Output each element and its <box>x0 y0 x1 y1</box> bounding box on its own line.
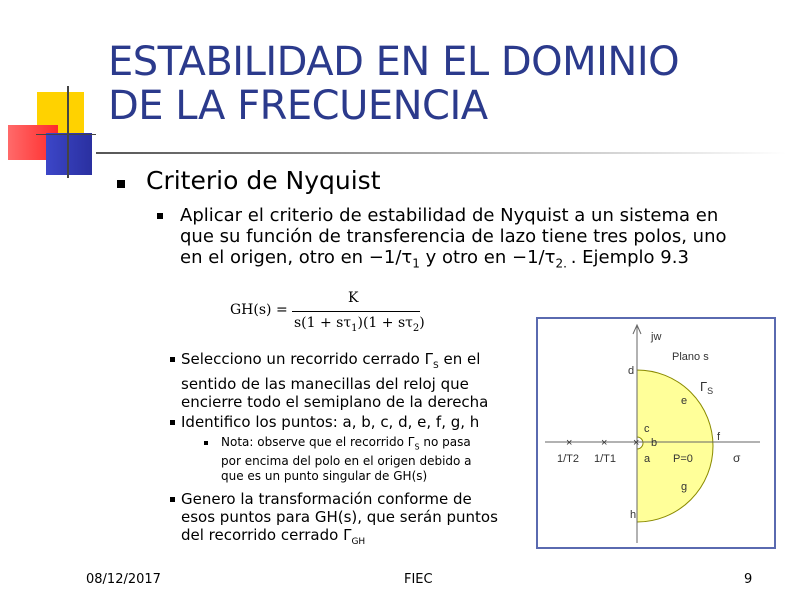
label-a: a <box>644 453 651 465</box>
pole-t2: × <box>566 437 573 449</box>
formula-lhs: GH(s) = <box>230 302 288 318</box>
aplicar-line-2: que su función de transferencia de lazo tiene tres polos, uno <box>180 226 727 247</box>
genero-line-3: del recorrido cerrado $\Gamma_{GH}$ <box>181 526 366 547</box>
title-line-2: DE LA FRECUENCIA <box>108 83 488 129</box>
formula-numerator: K <box>348 290 359 306</box>
label-p0: P=0 <box>673 453 693 465</box>
footer-page-number: 9 <box>744 572 753 587</box>
selecciono-line-3: encierre todo el semiplano de la derecha <box>181 393 489 411</box>
footer-date: 08/12/2017 <box>86 572 161 587</box>
label-plano: Plano s <box>672 351 709 363</box>
bullet-criterio: Criterio de Nyquist <box>146 166 381 195</box>
bullet-identifico: Identifico los puntos: a, b, c, d, e, f, g, h <box>181 413 480 431</box>
nota-line-3: que es un punto singular de GH(s) <box>221 469 428 484</box>
label-g: g <box>681 481 688 493</box>
selecciono-line-2: sentido de las manecillas del reloj que <box>181 375 469 393</box>
label-b: b <box>651 437 658 449</box>
pole-t1: × <box>601 437 608 449</box>
label-t2: 1/T2 <box>557 453 580 465</box>
aplicar-line-3: en el origen, otro en $-1/\tau_1$ y otro en $-1/\tau_{2.}$ . Ejemplo 9.3 <box>180 247 689 271</box>
label-c: c <box>644 423 650 435</box>
aplicar-line-1: Aplicar el criterio de estabilidad de Nyquist a un sistema en <box>180 205 719 226</box>
genero-line-1: Genero la transformación conforme de <box>181 490 472 508</box>
formula-denominator: $s(1 + s\tau_1)(1 + s\tau_2)$ <box>294 315 425 334</box>
label-d: d <box>628 365 635 377</box>
label-gamma: $\Gamma_S$ <box>700 379 714 396</box>
genero-line-2: esos puntos para GH(s), que serán puntos <box>181 508 498 526</box>
label-f: f <box>717 431 721 443</box>
label-e: e <box>681 395 688 407</box>
label-h: h <box>630 509 637 521</box>
title-line-1: ESTABILIDAD EN EL DOMINIO <box>108 39 680 85</box>
selecciono-line-1: Selecciono un recorrido cerrado $\Gamma_S$ en el <box>181 350 481 371</box>
label-jw: jw <box>651 331 662 343</box>
label-sigma: σ <box>733 451 741 465</box>
footer-center: FIEC <box>404 572 433 587</box>
label-t1: 1/T1 <box>594 453 617 465</box>
nota-line-2: por encima del polo en el origen debido a <box>221 454 472 469</box>
nota-line-1: Nota: observe que el recorrido $\Gamma_S$ no pasa <box>221 435 471 452</box>
pole-origin: × <box>633 437 640 449</box>
